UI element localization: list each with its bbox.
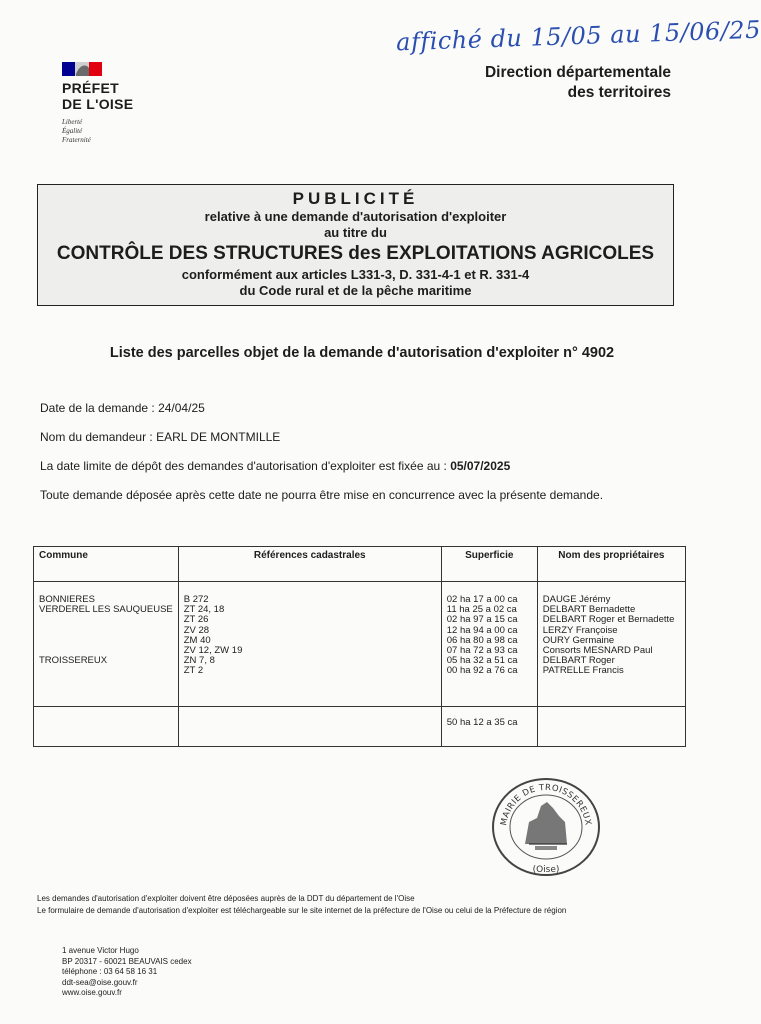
reference-item: ZV 12, ZW 19	[183, 645, 243, 657]
stamp-text-bottom: (Oise)	[532, 865, 560, 875]
address-street: 1 avenue Victor Hugo	[62, 946, 139, 955]
reference-item: B 272	[183, 594, 209, 605]
publicite-line-2: au titre du	[324, 225, 387, 240]
footnote-line-1: Les demandes d'autorisation d'exploiter doivent être déposées auprès de la DDT du département de l'Oise	[37, 894, 415, 903]
request-date-label: Date de la demande :	[40, 401, 159, 415]
reference-item: ZN 7, 8	[183, 655, 215, 667]
superficie-item: 07 ha 72 a 93 ca	[446, 645, 518, 657]
header-commune: Commune	[34, 547, 179, 582]
republic-motto	[62, 118, 91, 145]
issuing-direction	[485, 63, 671, 103]
commune-troissereux: TROISSEREUX	[39, 655, 108, 667]
publicite-line-5: du Code rural et de la pêche maritime	[239, 283, 472, 298]
table-total-row	[34, 707, 686, 747]
stamp-text-top: MAIRIE DE TROISSEREUX	[499, 782, 593, 827]
prefet-logo-text	[62, 80, 133, 112]
list-title: Liste des parcelles objet de la demande d'autorisation d'exploiter n° 4902	[109, 345, 615, 361]
deadline-value: 05/07/2025	[450, 459, 511, 473]
reference-item: ZV 28	[183, 624, 210, 636]
publicite-line-4: conformément aux articles L331-3, D. 331-4-1 et R. 331-4	[181, 267, 530, 282]
contact-address	[62, 946, 192, 999]
commune-verderel: VERDEREL LES SAUQUEUSE	[39, 604, 173, 616]
references-cell	[178, 582, 441, 707]
reference-item: ZT 26	[183, 614, 209, 626]
proprietaire-item: Consorts MESNARD Paul	[542, 645, 653, 657]
total-empty-commune	[34, 707, 179, 747]
proprietaire-item: PATRELLE Francis	[542, 665, 624, 677]
table-header-row	[34, 547, 686, 582]
publicite-line-1: relative à une demande d'autorisation d'exploiter	[204, 209, 507, 224]
request-date	[40, 401, 205, 415]
reference-item: ZT 24, 18	[183, 604, 225, 616]
handwritten-posting-note: affiché du 15/05 au 15/06/25	[395, 15, 761, 57]
applicant-name-value: EARL DE MONTMILLE	[156, 430, 281, 444]
proprietaire-item: DELBART Bernadette	[542, 604, 636, 616]
communes-cell	[34, 582, 179, 707]
address-website: www.oise.gouv.fr	[62, 988, 122, 997]
address-phone: téléphone : 03 64 58 16 31	[62, 967, 158, 976]
superficie-item: 06 ha 80 a 98 ca	[446, 634, 518, 646]
total-empty-references	[178, 707, 441, 747]
applicant-name-label: Nom du demandeur :	[40, 430, 157, 444]
applicant-name	[40, 430, 280, 444]
header-superficie: Superficie	[441, 547, 537, 582]
superficie-item: 12 ha 94 a 00 ca	[446, 624, 518, 636]
superficie-item: 02 ha 97 a 15 ca	[446, 614, 518, 626]
proprietaire-item: DELBART Roger et Bernadette	[542, 614, 675, 626]
publicite-title: PUBLICITÉ	[292, 189, 419, 208]
logo-line-2: DE L'OISE	[62, 96, 134, 112]
marianne-logo-icon	[62, 62, 102, 76]
superficie-item: 11 ha 25 a 02 ca	[446, 604, 517, 616]
commune-bonnieres: BONNIERES	[39, 594, 95, 605]
superficie-item: 05 ha 32 a 51 ca	[446, 655, 518, 667]
deadline	[40, 459, 510, 473]
proprietaire-item: DAUGE Jérémy	[542, 594, 611, 605]
proprietaire-item: LERZY Françoise	[542, 624, 618, 636]
header-references: Références cadastrales	[178, 547, 441, 582]
total-empty-proprietaires	[537, 707, 685, 747]
competition-notice: Toute demande déposée après cette date ne pourra être mise en concurrence avec la présente demande.	[40, 488, 604, 502]
direction-line-2: des territoires	[567, 84, 671, 101]
address-postbox: BP 20317 - 60021 BEAUVAIS cedex	[62, 956, 192, 966]
motto-fraternite: Fraternité	[62, 136, 91, 144]
total-superficie: 50 ha 12 a 35 ca	[441, 707, 537, 747]
proprietaire-item: DELBART Roger	[542, 655, 615, 667]
parcels-table	[33, 546, 686, 747]
address-email: ddt-sea@oise.gouv.fr	[62, 977, 138, 987]
footnote-line-2: Le formulaire de demande d'autorisation d'exploiter est téléchargeable sur le site internet de la préfecture de l'Oise ou celui de la Préfecture de région	[37, 906, 567, 915]
logo-line-1: PRÉFET	[62, 80, 120, 96]
publicite-heading: CONTRÔLE DES STRUCTURES des EXPLOITATIONS AGRICOLES	[56, 243, 655, 264]
deadline-label: La date limite de dépôt des demandes d'autorisation d'exploiter est fixée au :	[40, 459, 451, 473]
footnote	[37, 893, 566, 917]
table-row	[34, 582, 686, 707]
header-proprietaires: Nom des propriétaires	[537, 547, 685, 582]
request-date-value: 24/04/25	[158, 401, 205, 415]
reference-item: ZM 40	[183, 634, 211, 646]
motto-liberte: Liberté	[62, 118, 83, 126]
mairie-stamp-icon	[489, 772, 603, 878]
proprietaires-cell	[537, 582, 685, 707]
proprietaire-item: OURY Germaine	[542, 634, 615, 646]
superficie-item: 02 ha 17 a 00 ca	[446, 594, 518, 605]
publicite-box	[37, 184, 674, 306]
reference-item: ZT 2	[183, 665, 204, 677]
motto-egalite: Égalité	[62, 127, 83, 135]
direction-line-1: Direction départementale	[484, 64, 671, 81]
superficie-item: 00 ha 92 a 76 ca	[446, 665, 518, 677]
superficies-cell	[441, 582, 537, 707]
